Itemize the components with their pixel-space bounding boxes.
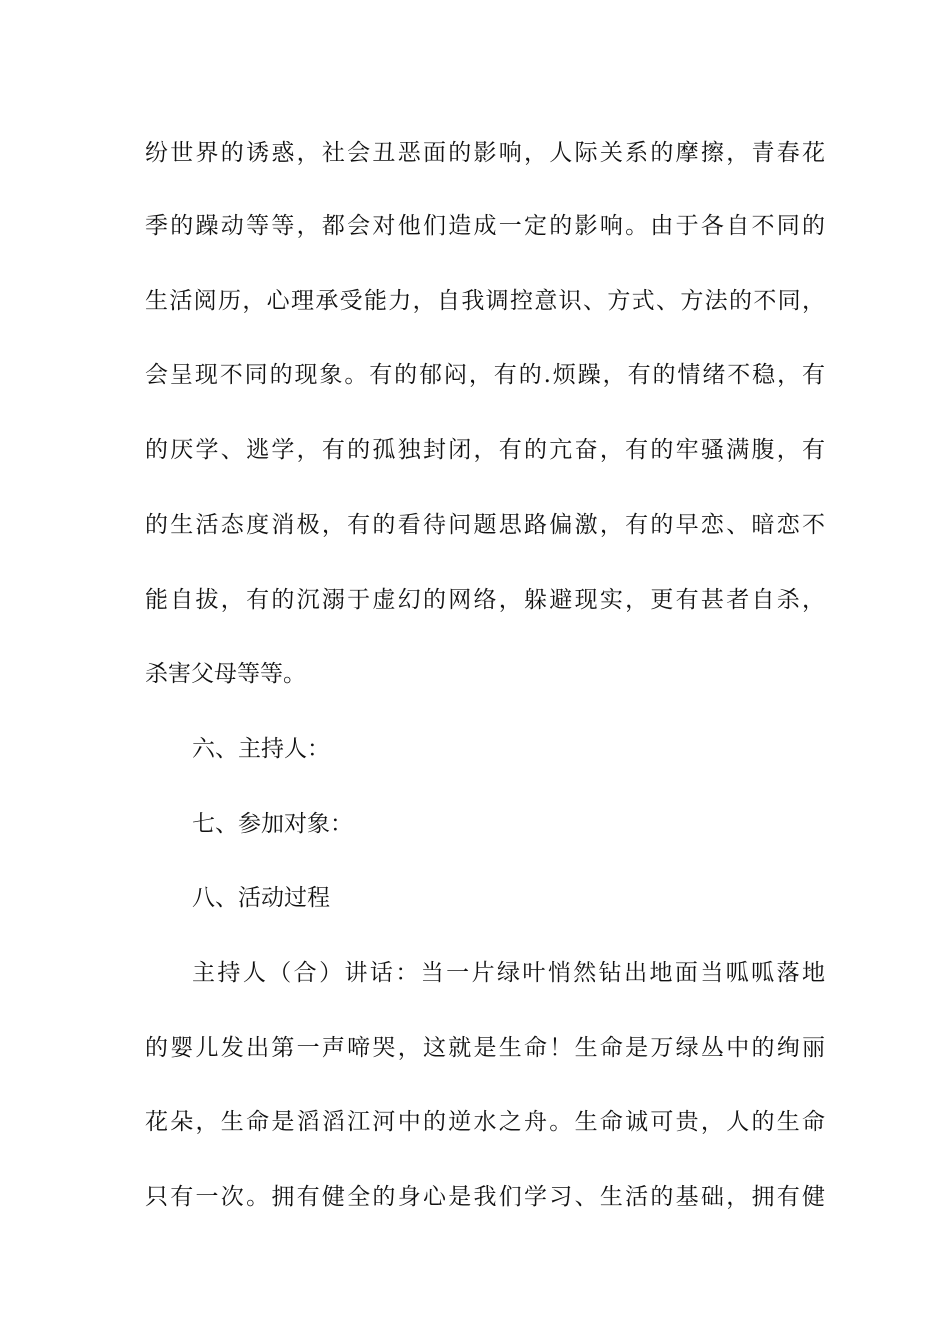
section-heading: 七、参加对象：	[192, 811, 353, 837]
body-text-line: 生活阅历，心理承受能力，自我调控意识、方式、方法的不同，	[145, 288, 825, 314]
body-text-line: 能自拔，有的沉溺于虚幻的网络，躲避现实，更有甚者自杀，	[145, 587, 825, 613]
paragraph-first-line: 主持人（合）讲话：当一片绿叶悄然钻出地面当呱呱落地	[192, 960, 825, 986]
body-text-line: 花朵，生命是滔滔江河中的逆水之舟。生命诚可贵，人的生命	[145, 1109, 825, 1135]
section-heading: 六、主持人：	[192, 736, 330, 762]
body-text-line: 的生活态度消极，有的看待问题思路偏激，有的早恋、暗恋不	[145, 512, 825, 538]
body-text-line: 的厌学、逃学，有的孤独封闭，有的亢奋，有的牢骚满腹，有	[145, 437, 825, 463]
section-heading: 八、活动过程	[192, 885, 330, 911]
body-text-line: 纷世界的诱惑，社会丑恶面的影响，人际关系的摩擦，青春花	[145, 140, 825, 166]
body-text-line: 会呈现不同的现象。有的郁闷，有的.烦躁，有的情绪不稳，有	[145, 362, 825, 388]
body-text-line: 的婴儿发出第一声啼哭，这就是生命！生命是万绿丛中的绚丽	[145, 1035, 825, 1061]
body-text-line: 季的躁动等等，都会对他们造成一定的影响。由于各自不同的	[145, 213, 825, 239]
body-text-line: 只有一次。拥有健全的身心是我们学习、生活的基础，拥有健	[145, 1184, 825, 1210]
body-text-line: 杀害父母等等。	[145, 661, 306, 687]
